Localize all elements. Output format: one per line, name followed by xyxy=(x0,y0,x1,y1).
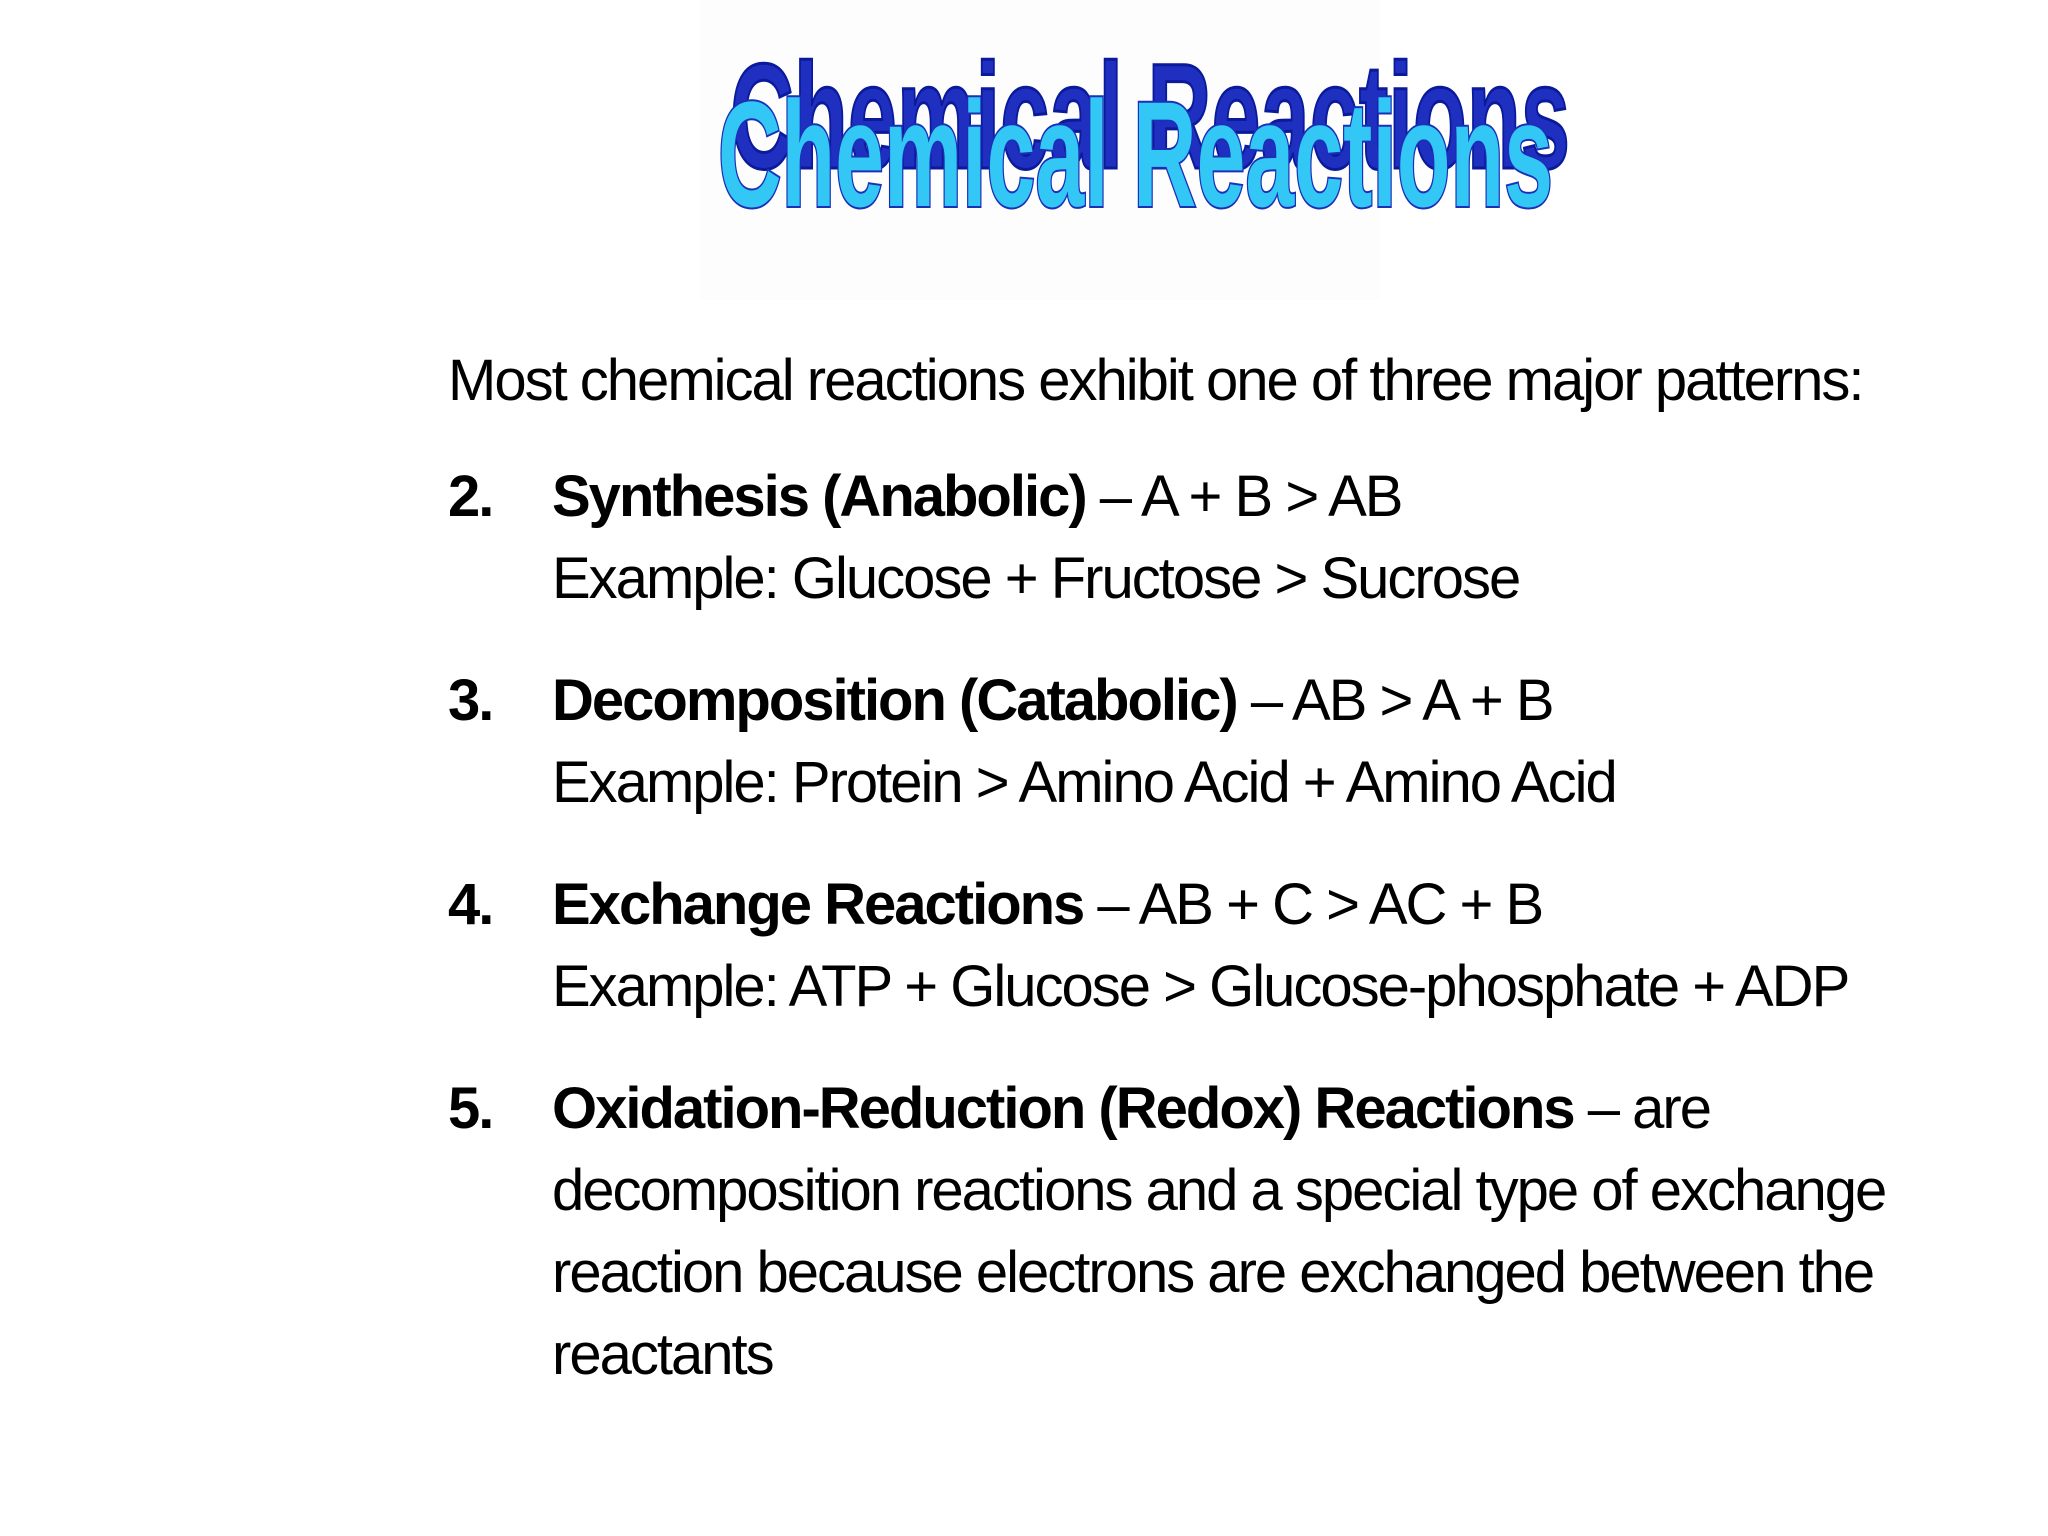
list-item-heading-line xyxy=(552,660,2018,742)
list-item-term: Exchange Reactions xyxy=(552,872,1084,937)
list-item-body xyxy=(552,660,2018,824)
title-shadow-text: Chemical Reactions xyxy=(730,38,1570,200)
list-item-body xyxy=(552,864,2018,1028)
list-item xyxy=(448,1068,2018,1396)
list-item-formula: – AB + C > AC + B xyxy=(1083,872,1543,937)
title-wordart xyxy=(700,38,1600,248)
list-item-term: Decomposition (Catabolic) xyxy=(552,668,1237,733)
list-item-example: Example: Protein > Amino Acid + Amino Acid xyxy=(552,750,1616,815)
page-title: Chemical Reactions xyxy=(718,70,1553,238)
list-item xyxy=(448,660,2018,824)
list-item-term: Synthesis (Anabolic) xyxy=(552,464,1086,529)
list-item-number: 5. xyxy=(448,1076,493,1141)
list-item-example: Example: ATP + Glucose > Glucose-phosphate + ADP xyxy=(552,954,1849,1019)
list-item xyxy=(448,456,2018,620)
list-item-term: Oxidation-Reduction (Redox) Reactions xyxy=(552,1076,1574,1141)
list-item xyxy=(448,864,2018,1028)
list-item-heading-line xyxy=(552,456,2018,538)
title-wordart-graphic xyxy=(700,38,1600,248)
list-item-body xyxy=(552,1068,2018,1396)
list-item-formula: – AB > A + B xyxy=(1236,668,1553,733)
list-item-number: 3. xyxy=(448,668,493,733)
list-item-example: Example: Glucose + Fructose > Sucrose xyxy=(552,546,1520,611)
list-item-heading-line xyxy=(552,864,2018,946)
list-item-number: 4. xyxy=(448,872,493,937)
list-item-formula: – A + B > AB xyxy=(1085,464,1402,529)
list-item-description: – are decomposition reactions and a special type of exchange reaction because electrons are exchanged between the reactants xyxy=(552,1076,1886,1387)
list-item-body xyxy=(552,456,2018,620)
list-item-number: 2. xyxy=(448,464,493,529)
intro-text: Most chemical reactions exhibit one of three major patterns: xyxy=(448,348,1863,413)
slide-body xyxy=(448,340,2018,1436)
